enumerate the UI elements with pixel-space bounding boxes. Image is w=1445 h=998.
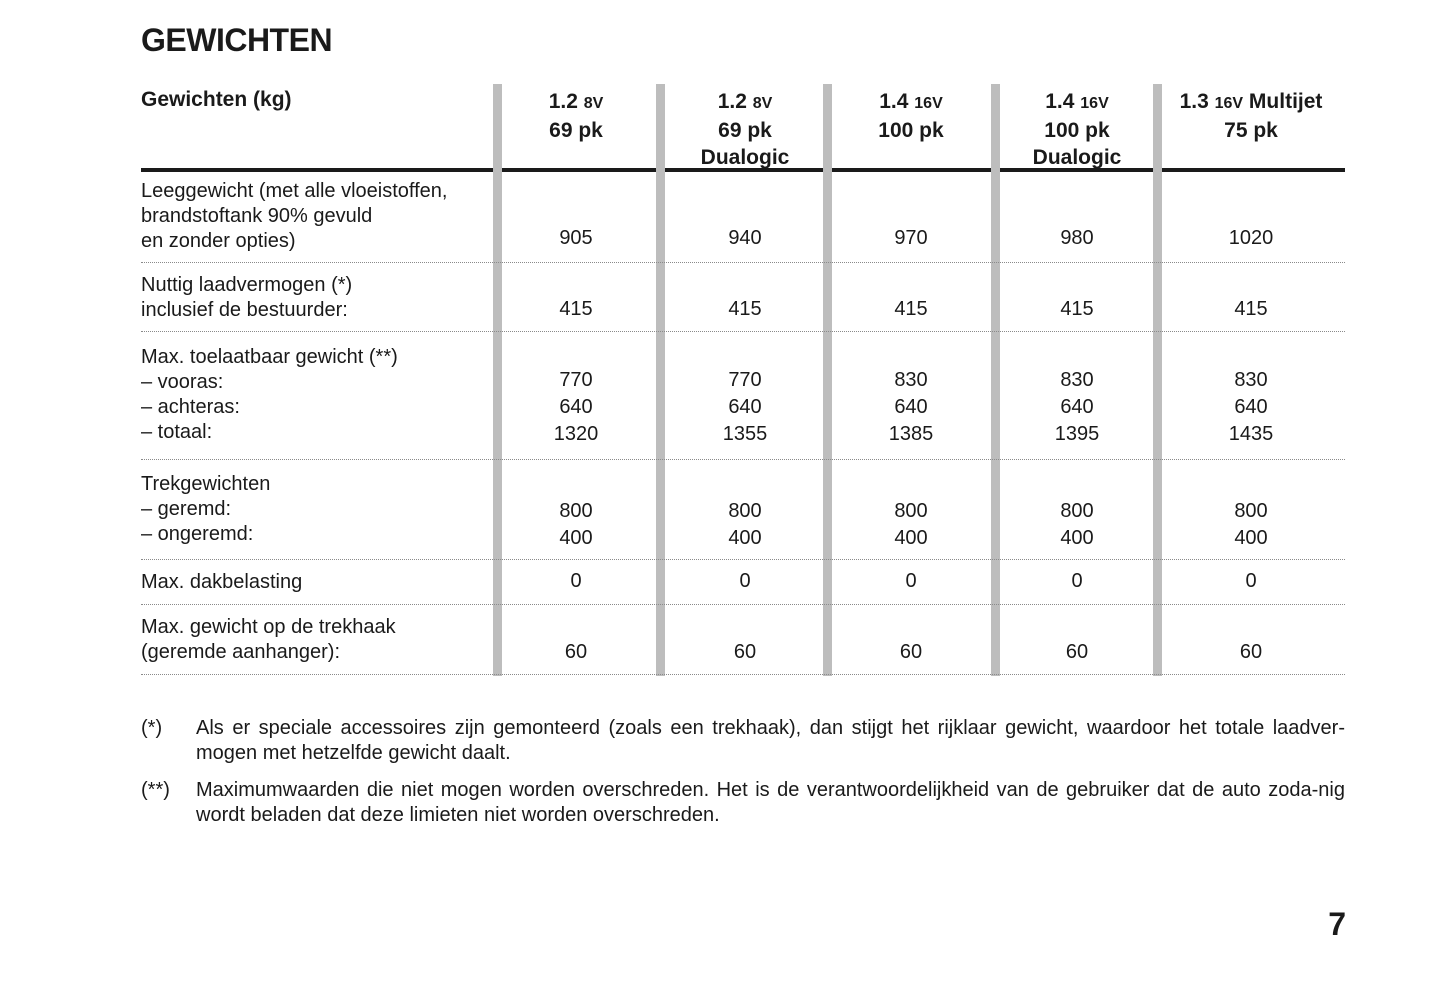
- row-label: Max. toelaatbaar gewicht (**) – vooras: – achteras: – totaal:: [141, 346, 398, 443]
- table-cell: 800 400: [894, 500, 928, 549]
- column-separator: [991, 84, 1000, 676]
- table-cell: 60: [899, 641, 923, 663]
- table-cell: 0: [1245, 570, 1257, 592]
- row-divider: [141, 674, 1345, 675]
- row-label: Leeggewicht (met alle vloeistoffen, brandstoftank 90% gevuld en zonder opties): [141, 180, 448, 252]
- table-header-label: Gewichten (kg): [141, 88, 292, 111]
- table-cell: 1020: [1228, 227, 1274, 249]
- column-header: 1.2 8V 69 pk Dualogic: [700, 90, 790, 169]
- table-cell: 830 640 1435: [1228, 369, 1274, 445]
- table-cell: 940: [728, 227, 762, 249]
- table-cell: 415: [1234, 298, 1268, 320]
- table-cell: 60: [1239, 641, 1263, 663]
- footnote-1-text: Als er speciale accessoires zijn gemonteerd (zoals een trekhaak), dan stijgt het rijklaar gewicht, waardoor het totale laadver-mogen met hetzelfde gewicht daalt.: [196, 717, 1345, 764]
- row-divider: [141, 559, 1345, 560]
- row-label: Max. gewicht op de trekhaak (geremde aanhanger):: [141, 616, 396, 663]
- column-header: 1.4 16V 100 pk: [878, 90, 944, 142]
- column-header: 1.4 16V 100 pk Dualogic: [1032, 90, 1122, 169]
- table-cell: 800 400: [728, 500, 762, 549]
- table-cell: 770 640 1320: [553, 369, 599, 445]
- column-separator: [823, 84, 832, 676]
- row-label: Nuttig laadvermogen (*) inclusief de bestuurder:: [141, 274, 353, 321]
- table-cell: 415: [1060, 298, 1094, 320]
- row-divider: [141, 459, 1345, 460]
- footnote-2-mark: (**): [141, 779, 170, 801]
- table-cell: 0: [905, 570, 917, 592]
- page-number: 7: [1328, 906, 1346, 942]
- row-divider: [141, 604, 1345, 605]
- table-cell: 800 400: [1234, 500, 1268, 549]
- table-cell: 415: [728, 298, 762, 320]
- table-cell: 905: [559, 227, 593, 249]
- table-cell: 0: [739, 570, 751, 592]
- table-cell: 800 400: [559, 500, 593, 549]
- column-header: 1.2 8V 69 pk: [548, 90, 604, 142]
- column-separator: [1153, 84, 1162, 676]
- table-cell: 970: [894, 227, 928, 249]
- table-cell: 830 640 1395: [1054, 369, 1100, 445]
- column-separator: [656, 84, 665, 676]
- footnote-2-text: Maximumwaarden die niet mogen worden overschreden. Het is de verantwoordelijkheid van de gebruiker dat de auto zoda-nig wordt beladen dat deze limieten niet worden overschreden.: [196, 779, 1345, 826]
- table-cell: 60: [733, 641, 757, 663]
- table-cell: 800 400: [1060, 500, 1094, 549]
- page-title: GEWICHTEN: [141, 22, 333, 58]
- column-header: 1.3 16V Multijet 75 pk: [1179, 90, 1323, 142]
- table-cell: 770 640 1355: [722, 369, 768, 445]
- row-divider: [141, 331, 1345, 332]
- table-cell: 415: [559, 298, 593, 320]
- row-label: Max. dakbelasting: [141, 571, 303, 593]
- table-cell: 60: [1065, 641, 1089, 663]
- table-cell: 0: [1071, 570, 1083, 592]
- table-cell: 980: [1060, 227, 1094, 249]
- table-cell: 0: [570, 570, 582, 592]
- table-cell: 415: [894, 298, 928, 320]
- row-divider: [141, 262, 1345, 263]
- weights-table: [141, 84, 1345, 676]
- row-label: Trekgewichten – geremd: – ongeremd:: [141, 473, 271, 545]
- table-cell: 830 640 1385: [888, 369, 934, 445]
- footnote-1-mark: (*): [141, 717, 163, 739]
- table-cell: 60: [564, 641, 588, 663]
